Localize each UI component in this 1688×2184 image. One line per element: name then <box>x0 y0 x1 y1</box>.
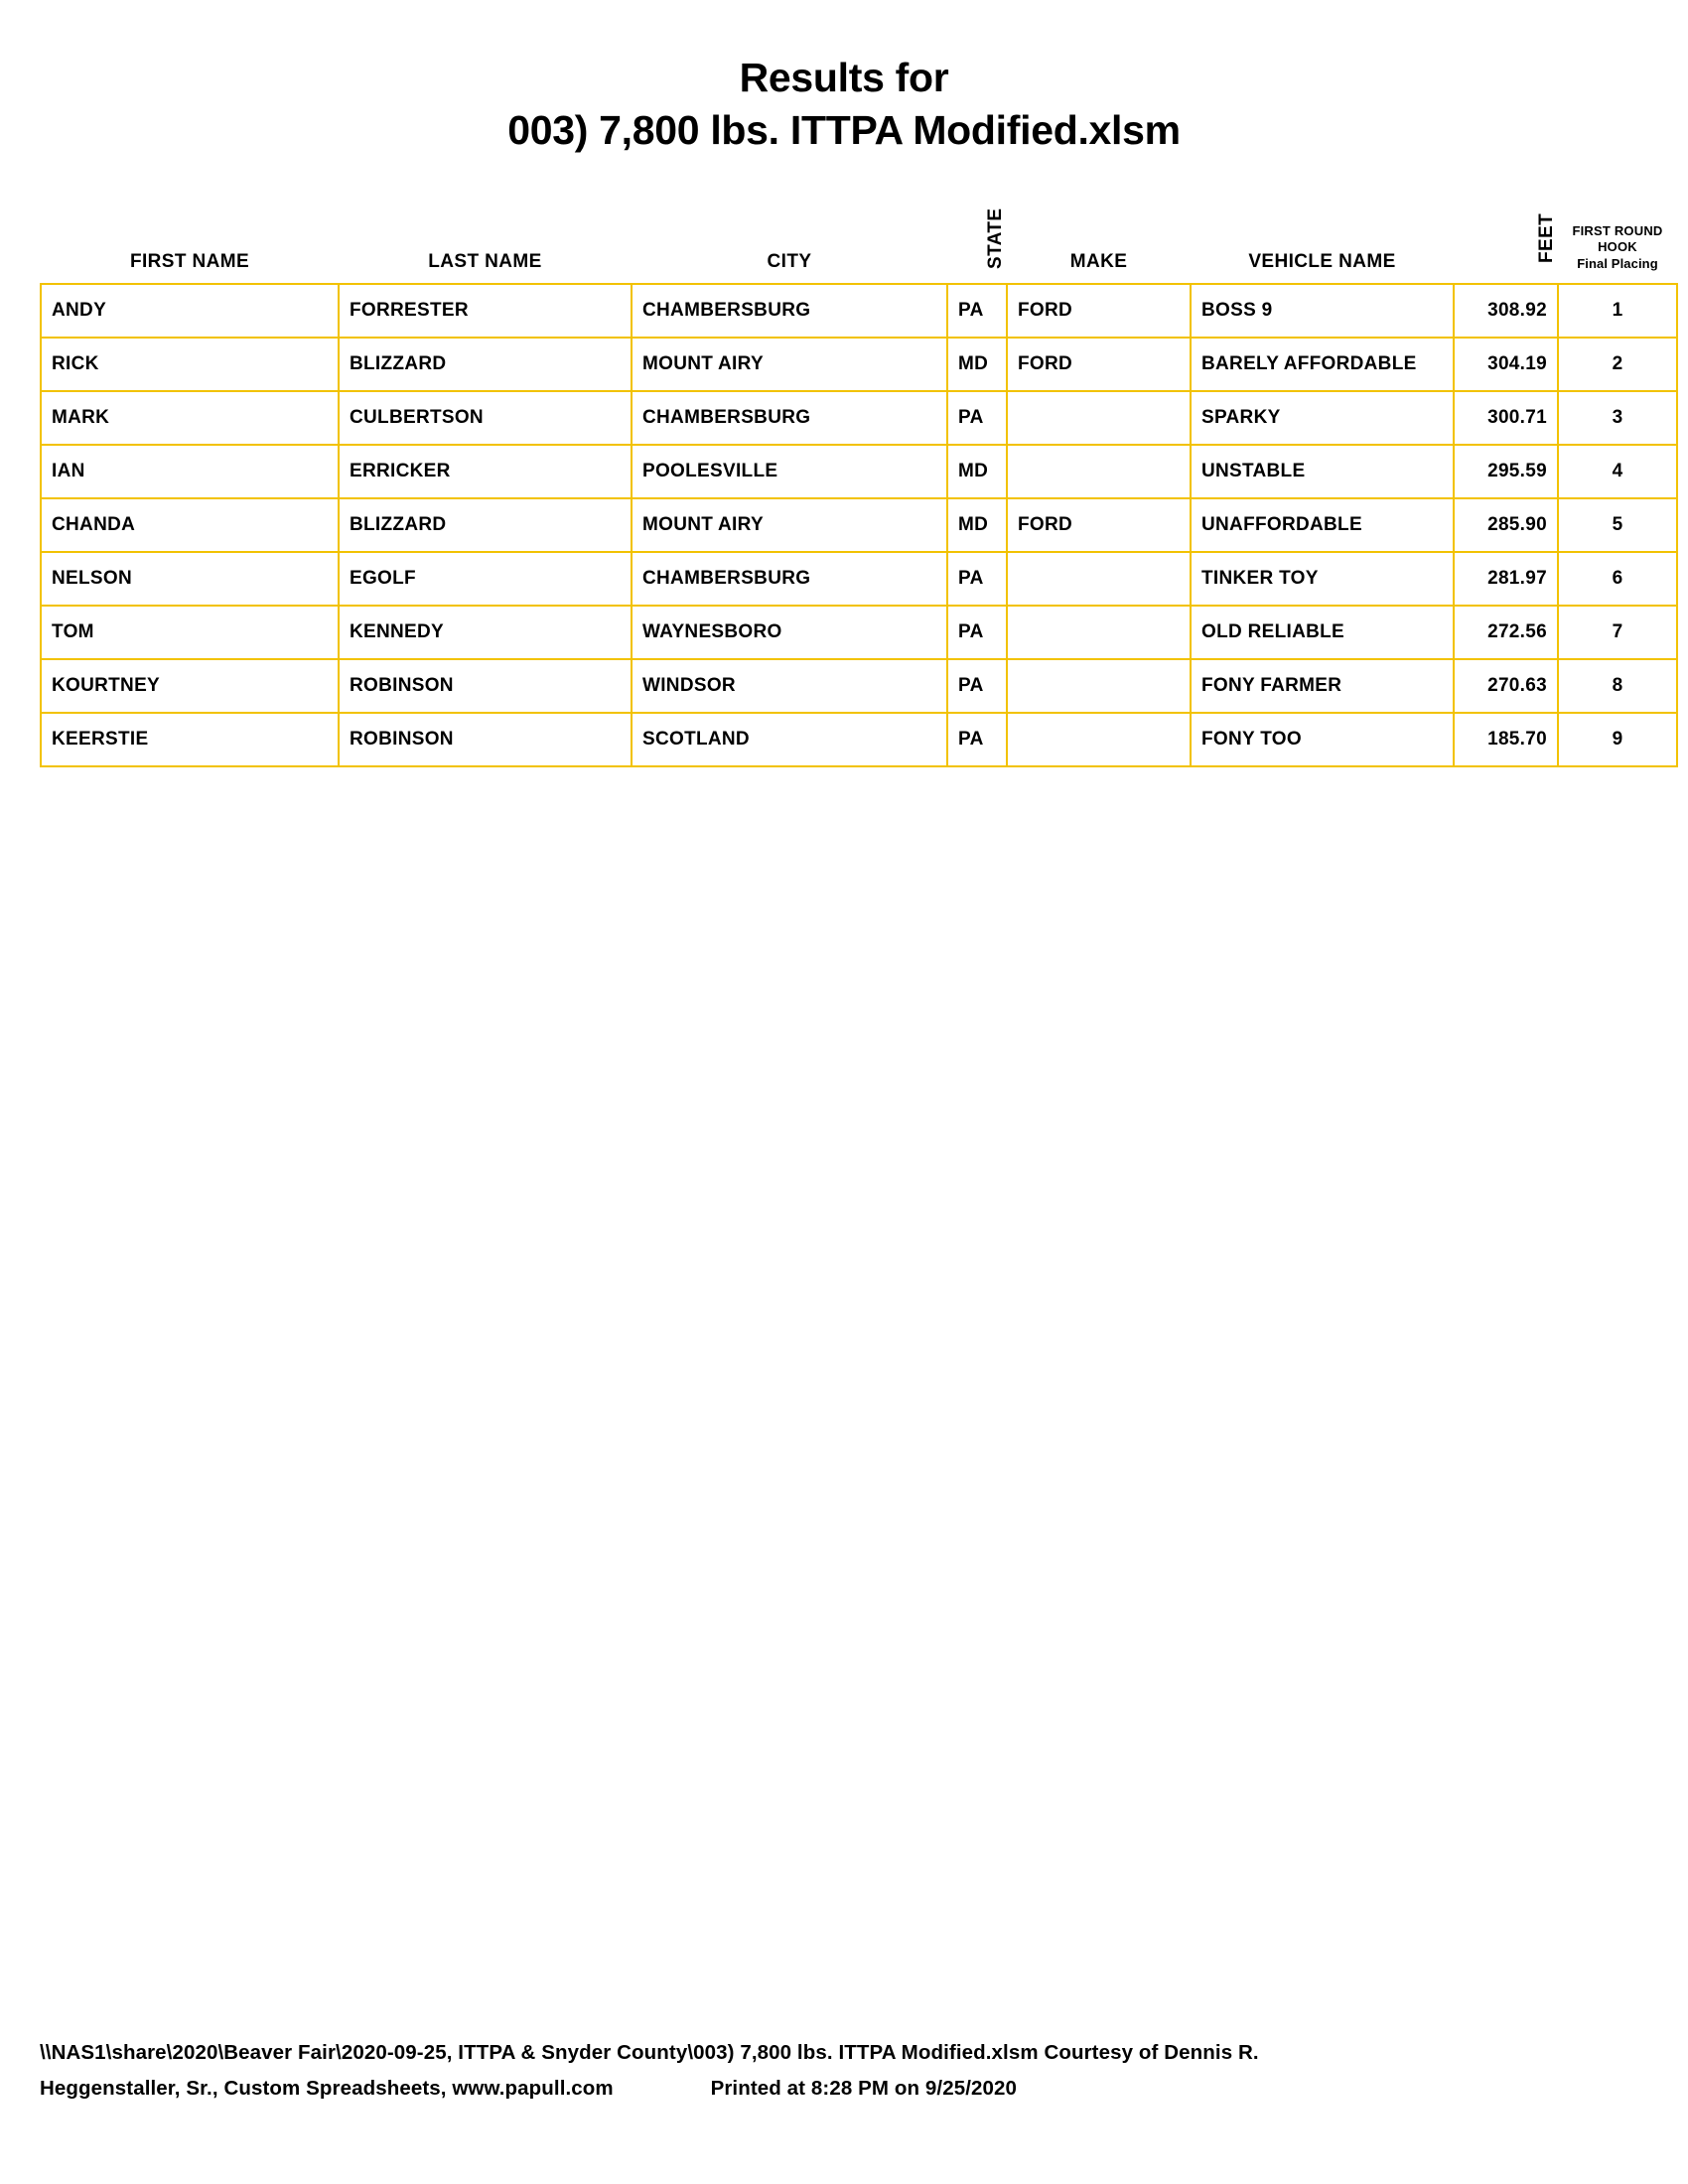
cell-make <box>1007 659 1191 713</box>
cell-make: FORD <box>1007 498 1191 552</box>
cell-city: MOUNT AIRY <box>632 338 947 391</box>
cell-city: WAYNESBORO <box>632 606 947 659</box>
cell-make <box>1007 445 1191 498</box>
cell-feet: 270.63 <box>1454 659 1558 713</box>
header-feet <box>1454 182 1558 284</box>
cell-city: POOLESVILLE <box>632 445 947 498</box>
header-first-name: FIRST NAME <box>129 250 250 272</box>
footer-file-path: \\NAS1\share\2020\Beaver Fair\2020-09-25, ITTPA & Snyder County\003) 7,800 lbs. ITTPA Modified.xlsm Courtesy of Dennis R. <box>40 2041 1259 2065</box>
cell-feet: 272.56 <box>1454 606 1558 659</box>
cell-feet: 185.70 <box>1454 713 1558 766</box>
cell-state: PA <box>947 391 1007 445</box>
table-row <box>41 552 1677 606</box>
cell-vehicle-name: TINKER TOY <box>1191 552 1454 606</box>
cell-final-placing: 6 <box>1558 552 1677 606</box>
cell-vehicle-name: UNSTABLE <box>1191 445 1454 498</box>
cell-vehicle-name: OLD RELIABLE <box>1191 606 1454 659</box>
table-row <box>41 284 1677 338</box>
cell-first-name: ANDY <box>41 284 339 338</box>
cell-state: MD <box>947 445 1007 498</box>
cell-first-name: KOURTNEY <box>41 659 339 713</box>
results-table <box>40 182 1678 767</box>
header-final-placing <box>1558 182 1677 284</box>
header-make: MAKE <box>1069 250 1128 272</box>
table-row <box>41 445 1677 498</box>
cell-feet: 308.92 <box>1454 284 1558 338</box>
cell-make <box>1007 552 1191 606</box>
header-city: CITY <box>767 250 812 272</box>
cell-city: MOUNT AIRY <box>632 498 947 552</box>
cell-final-placing: 5 <box>1558 498 1677 552</box>
cell-last-name: ERRICKER <box>339 445 632 498</box>
cell-vehicle-name: BOSS 9 <box>1191 284 1454 338</box>
cell-vehicle-name: FONY FARMER <box>1191 659 1454 713</box>
cell-first-name: CHANDA <box>41 498 339 552</box>
title-line-1: Results for <box>739 55 949 100</box>
table-body <box>41 284 1677 766</box>
cell-first-name: MARK <box>41 391 339 445</box>
cell-final-placing: 4 <box>1558 445 1677 498</box>
cell-feet: 295.59 <box>1454 445 1558 498</box>
header-final-placing-line3: Final Placing <box>1577 255 1658 271</box>
header-feet-label: FEET <box>1536 212 1557 263</box>
footer-credit: Heggenstaller, Sr., Custom Spreadsheets, www.papull.com <box>40 2077 614 2101</box>
cell-final-placing: 1 <box>1558 284 1677 338</box>
cell-final-placing: 3 <box>1558 391 1677 445</box>
header-vehicle-name: VEHICLE NAME <box>1248 250 1396 272</box>
header-final-placing-line2: HOOK <box>1598 239 1637 255</box>
table-row <box>41 338 1677 391</box>
cell-last-name: ROBINSON <box>339 659 632 713</box>
cell-last-name: KENNEDY <box>339 606 632 659</box>
cell-last-name: ROBINSON <box>339 713 632 766</box>
cell-state: PA <box>947 659 1007 713</box>
table-row <box>41 606 1677 659</box>
cell-last-name: EGOLF <box>339 552 632 606</box>
table-row <box>41 391 1677 445</box>
table-row <box>41 659 1677 713</box>
cell-last-name: CULBERTSON <box>339 391 632 445</box>
cell-final-placing: 2 <box>1558 338 1677 391</box>
cell-state: PA <box>947 284 1007 338</box>
cell-make <box>1007 713 1191 766</box>
cell-state: PA <box>947 552 1007 606</box>
cell-vehicle-name: FONY TOO <box>1191 713 1454 766</box>
cell-final-placing: 9 <box>1558 713 1677 766</box>
cell-state: PA <box>947 713 1007 766</box>
cell-first-name: KEERSTIE <box>41 713 339 766</box>
header-state <box>947 182 1007 284</box>
footer-printed-timestamp: Printed at 8:28 PM on 9/25/2020 <box>710 2077 1018 2101</box>
header-last-name: LAST NAME <box>428 250 542 272</box>
cell-make: FORD <box>1007 338 1191 391</box>
cell-city: SCOTLAND <box>632 713 947 766</box>
cell-first-name: NELSON <box>41 552 339 606</box>
page-title <box>40 0 1648 158</box>
cell-make <box>1007 391 1191 445</box>
footer-credit-row <box>40 2071 1648 2107</box>
cell-final-placing: 7 <box>1558 606 1677 659</box>
cell-city: CHAMBERSBURG <box>632 284 947 338</box>
page-footer <box>40 2035 1648 2107</box>
cell-feet: 300.71 <box>1454 391 1558 445</box>
cell-feet: 304.19 <box>1454 338 1558 391</box>
cell-vehicle-name: SPARKY <box>1191 391 1454 445</box>
cell-vehicle-name: UNAFFORDABLE <box>1191 498 1454 552</box>
cell-city: CHAMBERSBURG <box>632 552 947 606</box>
cell-feet: 281.97 <box>1454 552 1558 606</box>
cell-state: MD <box>947 498 1007 552</box>
cell-city: CHAMBERSBURG <box>632 391 947 445</box>
cell-state: MD <box>947 338 1007 391</box>
cell-city: WINDSOR <box>632 659 947 713</box>
header-state-label: STATE <box>985 206 1006 269</box>
title-line-2: 003) 7,800 lbs. ITTPA Modified.xlsm <box>507 107 1181 154</box>
cell-last-name: BLIZZARD <box>339 338 632 391</box>
cell-vehicle-name: BARELY AFFORDABLE <box>1191 338 1454 391</box>
cell-state: PA <box>947 606 1007 659</box>
cell-last-name: BLIZZARD <box>339 498 632 552</box>
table-row <box>41 498 1677 552</box>
cell-first-name: RICK <box>41 338 339 391</box>
table-header-row <box>41 182 1677 284</box>
cell-final-placing: 8 <box>1558 659 1677 713</box>
cell-make <box>1007 606 1191 659</box>
header-final-placing-line1: FIRST ROUND <box>1572 223 1663 239</box>
table-row <box>41 713 1677 766</box>
cell-last-name: FORRESTER <box>339 284 632 338</box>
cell-first-name: TOM <box>41 606 339 659</box>
cell-make: FORD <box>1007 284 1191 338</box>
cell-feet: 285.90 <box>1454 498 1558 552</box>
cell-first-name: IAN <box>41 445 339 498</box>
